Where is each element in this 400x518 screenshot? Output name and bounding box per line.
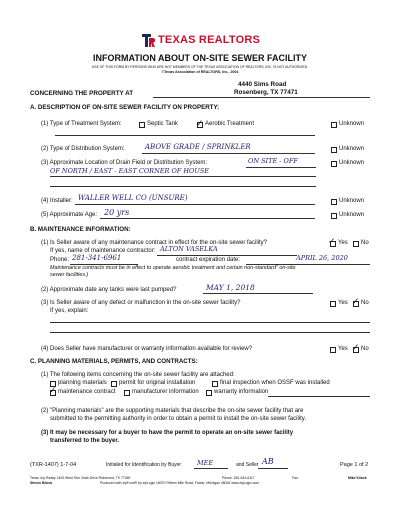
b3-no-label: No	[361, 300, 369, 306]
a3-unknown-checkbox[interactable]	[331, 161, 337, 167]
manufacturer-info-checkbox[interactable]	[124, 390, 130, 396]
septic-tank-label: Septic Tank	[147, 121, 178, 127]
b1-note-1: Maintenance contracts must be in effect to operate aerobic treatment and certain non-standard" on-site	[50, 265, 296, 271]
warranty-info-checkbox[interactable]	[206, 390, 212, 396]
a5-label: (5) Approximate Age:	[41, 212, 98, 218]
realtors-logo-icon	[142, 34, 156, 47]
a4-unknown-label: Unknown	[339, 198, 365, 204]
permit-original-label: permit for original installation	[119, 380, 196, 386]
section-c-title: C. PLANNING MATERIALS, PERMITS, AND CONTRACTS:	[30, 358, 198, 365]
a4-line	[75, 204, 315, 205]
contractor-line	[157, 255, 297, 256]
a1-label: (1) Type of Treatment System:	[41, 121, 122, 127]
broker-info: Texas Joy Realty 1400 West Tom Clark Drive Richmond, TX 77469	[30, 476, 131, 480]
b2-answer: MAY 1, 2018	[206, 283, 255, 292]
a3-line-1	[246, 167, 316, 168]
a2-answer: ABOVE GRADE / SPRINKLER	[145, 143, 251, 151]
a3-answer-1: ON SITE - OFF	[248, 157, 298, 165]
c1-line	[268, 396, 370, 397]
a5-unknown-label: Unknown	[339, 212, 365, 218]
expiration-label: contract expiration date:	[176, 257, 241, 263]
buyer-initials: MEE	[197, 459, 214, 467]
a3-answer-2: OF NORTH / EAST - EAST CORNER OF HOUSE	[50, 167, 210, 175]
b4-yes-label: Yes	[338, 346, 348, 352]
logo-text: TEXAS REALTORS	[158, 34, 261, 46]
maintenance-contract-label: maintenance contract	[58, 389, 116, 395]
b3-label: (3) Is Seller aware of any defect or malfunction in the on-site sewer facility?	[41, 300, 241, 306]
form-title: INFORMATION ABOUT ON-SITE SEWER FACILITY	[93, 53, 307, 63]
maintenance-contract-check-icon: ✓	[49, 385, 57, 395]
a1-unknown-label: Unknown	[339, 121, 365, 127]
a2-line	[142, 153, 315, 154]
property-underline	[153, 97, 370, 98]
c1-label: (1) The following items concerning the on-site sewer facility are attached:	[41, 372, 235, 378]
b1-no-checkbox[interactable]	[353, 241, 359, 247]
seller-initials: AB	[262, 457, 274, 466]
aerobic-treatment-label: Aerobic Treatment	[205, 121, 255, 127]
broker-fax: Fax:	[292, 476, 299, 480]
final-inspection-checkbox[interactable]	[212, 381, 218, 387]
produced-with: Produced with zipForm® by zipLogix 18070 Fifteen Mile Road, Fraser, Michigan 48026 www.zipLogix.com	[100, 481, 260, 485]
b3-line-1	[50, 322, 370, 323]
a3-line-2	[50, 176, 316, 177]
usage-notice: USE OF THIS FORM BY PERSONS WHO ARE NOT MEMBERS OF THE TEXAS ASSOCIATION OF REALTORS, INC. IS NOT AUTHORIZED.	[91, 65, 309, 69]
a4-answer: WALLER WELL CO (UNSURE)	[78, 194, 188, 202]
c2-line-1: (2) "Planning materials" are the supporting materials that describe the on-site sewer facility that are	[41, 408, 304, 414]
a5-answer: 20 yrs	[104, 208, 130, 217]
form-number: (TXR-1407) 1-7-04	[30, 462, 77, 468]
b3-yes-checkbox[interactable]	[330, 301, 336, 307]
property-address-line1: 4440 Sims Road	[238, 81, 287, 88]
b4-yes-checkbox[interactable]	[330, 347, 336, 353]
aerobic-check-icon: ✓	[196, 118, 204, 128]
b4-label: (4) Does Seller have manufacturer or warranty information available for review?	[41, 346, 253, 352]
phone-label: Phone:	[50, 257, 70, 263]
b2-line	[203, 293, 313, 294]
b2-label: (2) Approximate date any tanks were last pumped?	[41, 287, 177, 293]
b3-yes-label: Yes	[338, 300, 348, 306]
a5-line	[100, 218, 315, 219]
seller-initials-line	[258, 468, 288, 469]
b1-no-label: No	[361, 240, 369, 246]
b3-no-check-icon: ✓	[352, 296, 360, 306]
property-address-line2: Rosenberg, TX 77471	[234, 89, 298, 96]
final-inspection-label: final inspection when OSSF was installed	[220, 380, 330, 386]
b1-yes-label: Yes	[338, 240, 348, 246]
b4-no-check-icon: ✓	[352, 342, 360, 352]
copyright: ©Texas Association of REALTORS, Inc., 2004	[161, 70, 239, 74]
contractor-label: If yes, name of maintenance contractor:	[50, 248, 156, 254]
a1-unknown-checkbox[interactable]	[331, 122, 337, 128]
expiration-date: APRIL 26, 2020	[296, 254, 348, 262]
b3-explain-label: If yes, explain:	[50, 308, 89, 314]
b1-label: (1) Is Seller aware of any maintenance contract in effect for the on-site sewer facility?	[41, 240, 267, 246]
c3-line-1: (3) It may be necessary for a buyer to have the permit to operate an on-site sewer facility	[41, 430, 294, 436]
b4-no-label: No	[361, 346, 369, 352]
a5-unknown-checkbox[interactable]	[331, 213, 337, 219]
a1-line	[55, 135, 315, 136]
permit-original-checkbox[interactable]	[111, 381, 117, 387]
warranty-info-label: warranty information	[214, 389, 269, 395]
page-number: Page 1 of 2	[340, 462, 369, 468]
manufacturer-info-label: manufacturer information	[132, 389, 199, 395]
buyer-initials-line	[194, 468, 228, 469]
c2-line-2: submitted to the permitting authority in order to obtain a permit to install the on-site sewer facility.	[50, 416, 307, 422]
broker-phone: Phone: 281-643-6117	[222, 476, 255, 480]
agent-right: Mike Kilock	[348, 476, 367, 480]
section-b-title: B. MAINTENANCE INFORMATION:	[30, 226, 131, 233]
a3-unknown-label: Unknown	[339, 160, 365, 166]
a3-line-3	[50, 186, 316, 187]
and-seller-text: and Seller	[236, 462, 259, 468]
b1-yes-check-icon: ✓	[328, 236, 336, 246]
a2-unknown-checkbox[interactable]	[331, 147, 337, 153]
b1-note-2: sewer facilities.)	[50, 272, 89, 278]
section-a-title: A. DESCRIPTION OF ON-SITE SEWER FACILITY ON PROPERTY:	[30, 104, 220, 111]
property-label: CONCERNING THE PROPERTY AT	[30, 90, 134, 97]
b3-line-2	[50, 332, 370, 333]
initials-text: Initialed for Identification by Buyer	[106, 462, 182, 468]
septic-tank-checkbox[interactable]	[139, 122, 145, 128]
a2-label: (2) Type of Distribution System:	[41, 146, 125, 152]
c3-line-2: transferred to the buyer.	[50, 438, 120, 444]
a4-label: (4) Installer:	[41, 198, 73, 204]
agent-name: Steven Bilock	[30, 481, 53, 485]
planning-materials-label: planning materials	[58, 380, 107, 386]
a3-label: (3) Approximate Location of Drain Field or Distribution System:	[41, 160, 208, 166]
contractor-name: ALTON VASELKA	[160, 245, 218, 253]
phone-value: 281-341-6961	[72, 254, 122, 262]
a4-unknown-checkbox[interactable]	[331, 199, 337, 205]
a2-unknown-label: Unknown	[339, 146, 365, 152]
